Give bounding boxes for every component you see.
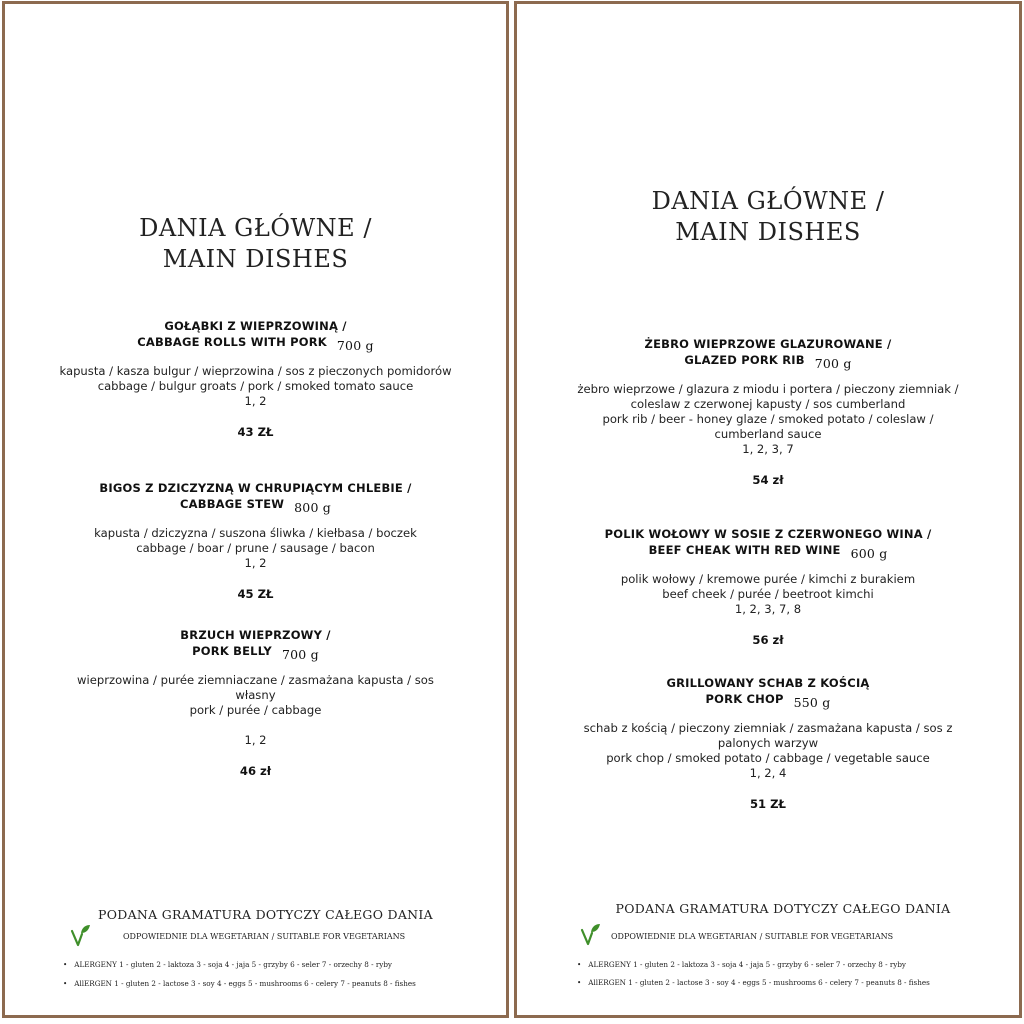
footer-note: PODANA GRAMATURA DOTYCZY CAŁEGO DANIA xyxy=(615,901,951,916)
desc-line: schab z kością / pieczony ziemniak / zasmażana kapusta / sos z xyxy=(583,721,953,735)
desc-line: kapusta / dziczyzna / suszona śliwka / kiełbasa / boczek xyxy=(94,526,417,540)
dish-price: 46 zł xyxy=(239,764,272,778)
title-line-1: DANIA GŁÓWNE / xyxy=(139,214,372,242)
desc-line: kapusta / kasza bulgur / wieprzowina / sos z pieczonych pomidorów xyxy=(59,364,452,378)
dish-price: 54 zł xyxy=(752,473,784,487)
footer-note: PODANA GRAMATURA DOTYCZY CAŁEGO DANIA xyxy=(98,907,433,922)
title-line-1: DANIA GŁÓWNE / xyxy=(651,187,885,215)
desc-line: własny xyxy=(235,688,276,702)
dish-description xyxy=(5,673,506,748)
desc-line: pork rib / beer - honey glaze / smoked potato / coleslaw / xyxy=(602,412,934,426)
dish-item xyxy=(517,527,1019,647)
dish-weight: 700 g xyxy=(814,356,852,371)
desc-line: wieprzowina / purée ziemniaczane / zasmażana kapusta / sos xyxy=(77,673,434,687)
dish-item xyxy=(5,319,506,439)
desc-line: żebro wieprzowe / glazura z miodu i portera / pieczony ziemniak / xyxy=(577,382,959,396)
dish-description xyxy=(5,364,506,409)
dish-allergens: 1, 2, 4 xyxy=(749,766,787,780)
dish-price: 43 ZŁ xyxy=(237,425,274,439)
desc-line: cumberland sauce xyxy=(714,427,822,441)
dish-name-en: GLAZED PORK RIB xyxy=(684,353,805,367)
desc-line: polik wołowy / kremowe purée / kimchi z burakiem xyxy=(620,572,916,586)
dish-price: 51 ZŁ xyxy=(749,797,787,811)
dish-description xyxy=(517,382,1019,457)
dish-allergens: 1, 2 xyxy=(244,394,267,408)
allergen-text-en: AllERGEN 1 - gluten 2 - lactose 3 - soy 4 - eggs 5 - mushrooms 6 - celery 7 - peanuts 8 - fishes xyxy=(74,979,416,988)
dish-name-en: CABBAGE STEW xyxy=(180,497,285,511)
dish-price: 45 ZŁ xyxy=(237,587,274,601)
leaf-v-icon xyxy=(69,923,91,947)
dish-item xyxy=(5,628,506,778)
dish-name-en: PORK CHOP xyxy=(705,692,784,706)
vegetarian-label: ODPOWIEDNIE DLA WEGETARIAN / SUITABLE FOR VEGETARIANS xyxy=(123,932,406,941)
desc-line: palonych warzyw xyxy=(717,736,819,750)
allergen-legend-pl: • ALERGENY 1 - gluten 2 - laktoza 3 - soja 4 - jaja 5 - grzyby 6 - seler 7 - orzechy 8 - ryby xyxy=(577,960,906,969)
dish-weight: 600 g xyxy=(850,546,888,561)
allergen-text-pl: ALERGENY 1 - gluten 2 - laktoza 3 - soja 4 - jaja 5 - grzyby 6 - seler 7 - orzechy 8 - ryby xyxy=(74,960,392,969)
dish-name-pl: BIGOS Z DZICZYZNĄ W CHRUPIĄCYM CHLEBIE / xyxy=(99,481,412,495)
allergen-legend-pl: • ALERGENY 1 - gluten 2 - laktoza 3 - soja 4 - jaja 5 - grzyby 6 - seler 7 - orzechy 8 - ryby xyxy=(63,960,392,969)
desc-line: cabbage / boar / prune / sausage / bacon xyxy=(136,541,375,555)
dish-name xyxy=(517,676,1019,710)
allergen-legend-en: • AllERGEN 1 - gluten 2 - lactose 3 - soy 4 - eggs 5 - mushrooms 6 - celery 7 - peanuts 8 - fishes xyxy=(63,979,416,988)
dish-name-pl: GOŁĄBKI Z WIEPRZOWINĄ / xyxy=(164,319,347,333)
dish-name-pl: BRZUCH WIEPRZOWY / xyxy=(180,628,331,642)
dish-name-en: BEEF CHEAK WITH RED WINE xyxy=(648,543,841,557)
dish-item xyxy=(517,337,1019,487)
allergen-legend-en: • AllERGEN 1 - gluten 2 - lactose 3 - soy 4 - eggs 5 - mushrooms 6 - celery 7 - peanuts 8 - fishes xyxy=(577,978,930,987)
dish-name xyxy=(5,628,506,662)
desc-line: cabbage / bulgur groats / pork / smoked tomato sauce xyxy=(97,379,414,393)
dish-name-pl: ŻEBRO WIEPRZOWE GLAZUROWANE / xyxy=(644,337,892,351)
dish-item xyxy=(517,676,1019,811)
vegetarian-label: ODPOWIEDNIE DLA WEGETARIAN / SUITABLE FOR VEGETARIANS xyxy=(611,932,894,941)
dish-weight: 800 g xyxy=(294,500,331,515)
dish-name-pl: GRILLOWANY SCHAB Z KOŚCIĄ xyxy=(666,676,870,690)
dish-name-en: CABBAGE ROLLS WITH PORK xyxy=(137,335,327,349)
dish-weight: 700 g xyxy=(336,338,374,353)
dish-name xyxy=(5,481,506,515)
dish-name xyxy=(5,319,506,353)
dish-allergens: 1, 2, 3, 7 xyxy=(742,442,794,456)
dish-name xyxy=(517,337,1019,371)
dish-description xyxy=(5,526,506,571)
desc-line: pork / purée / cabbage xyxy=(189,703,322,717)
dish-item xyxy=(5,481,506,601)
dish-price: 56 zł xyxy=(752,633,784,647)
dish-name-pl: POLIK WOŁOWY W SOSIE Z CZERWONEGO WINA / xyxy=(604,527,932,541)
page-title xyxy=(5,213,506,275)
desc-line: pork chop / smoked potato / cabbage / vegetable sauce xyxy=(606,751,930,765)
leaf-v-icon xyxy=(579,922,601,946)
page-title xyxy=(517,186,1019,248)
dish-name-en: PORK BELLY xyxy=(192,644,272,658)
dish-allergens: 1, 2 xyxy=(244,556,267,570)
allergen-text-en: AllERGEN 1 - gluten 2 - lactose 3 - soy 4 - eggs 5 - mushrooms 6 - celery 7 - peanuts 8 - fishes xyxy=(588,978,930,987)
desc-line: coleslaw z czerwonej kapusty / sos cumberland xyxy=(630,397,906,411)
dish-weight: 700 g xyxy=(281,647,319,662)
dish-name xyxy=(517,527,1019,561)
title-line-2: MAIN DISHES xyxy=(162,245,349,273)
menu-page-right xyxy=(514,1,1022,1018)
title-line-2: MAIN DISHES xyxy=(675,218,861,246)
dish-weight: 550 g xyxy=(793,695,831,710)
dish-description xyxy=(517,721,1019,781)
menu-page-left xyxy=(2,1,509,1018)
dish-description xyxy=(517,572,1019,617)
dish-allergens: 1, 2 xyxy=(244,733,267,747)
allergen-text-pl: ALERGENY 1 - gluten 2 - laktoza 3 - soja 4 - jaja 5 - grzyby 6 - seler 7 - orzechy 8 - ryby xyxy=(588,960,906,969)
desc-line: beef cheek / purée / beetroot kimchi xyxy=(662,587,874,601)
dish-allergens: 1, 2, 3, 7, 8 xyxy=(734,602,802,616)
